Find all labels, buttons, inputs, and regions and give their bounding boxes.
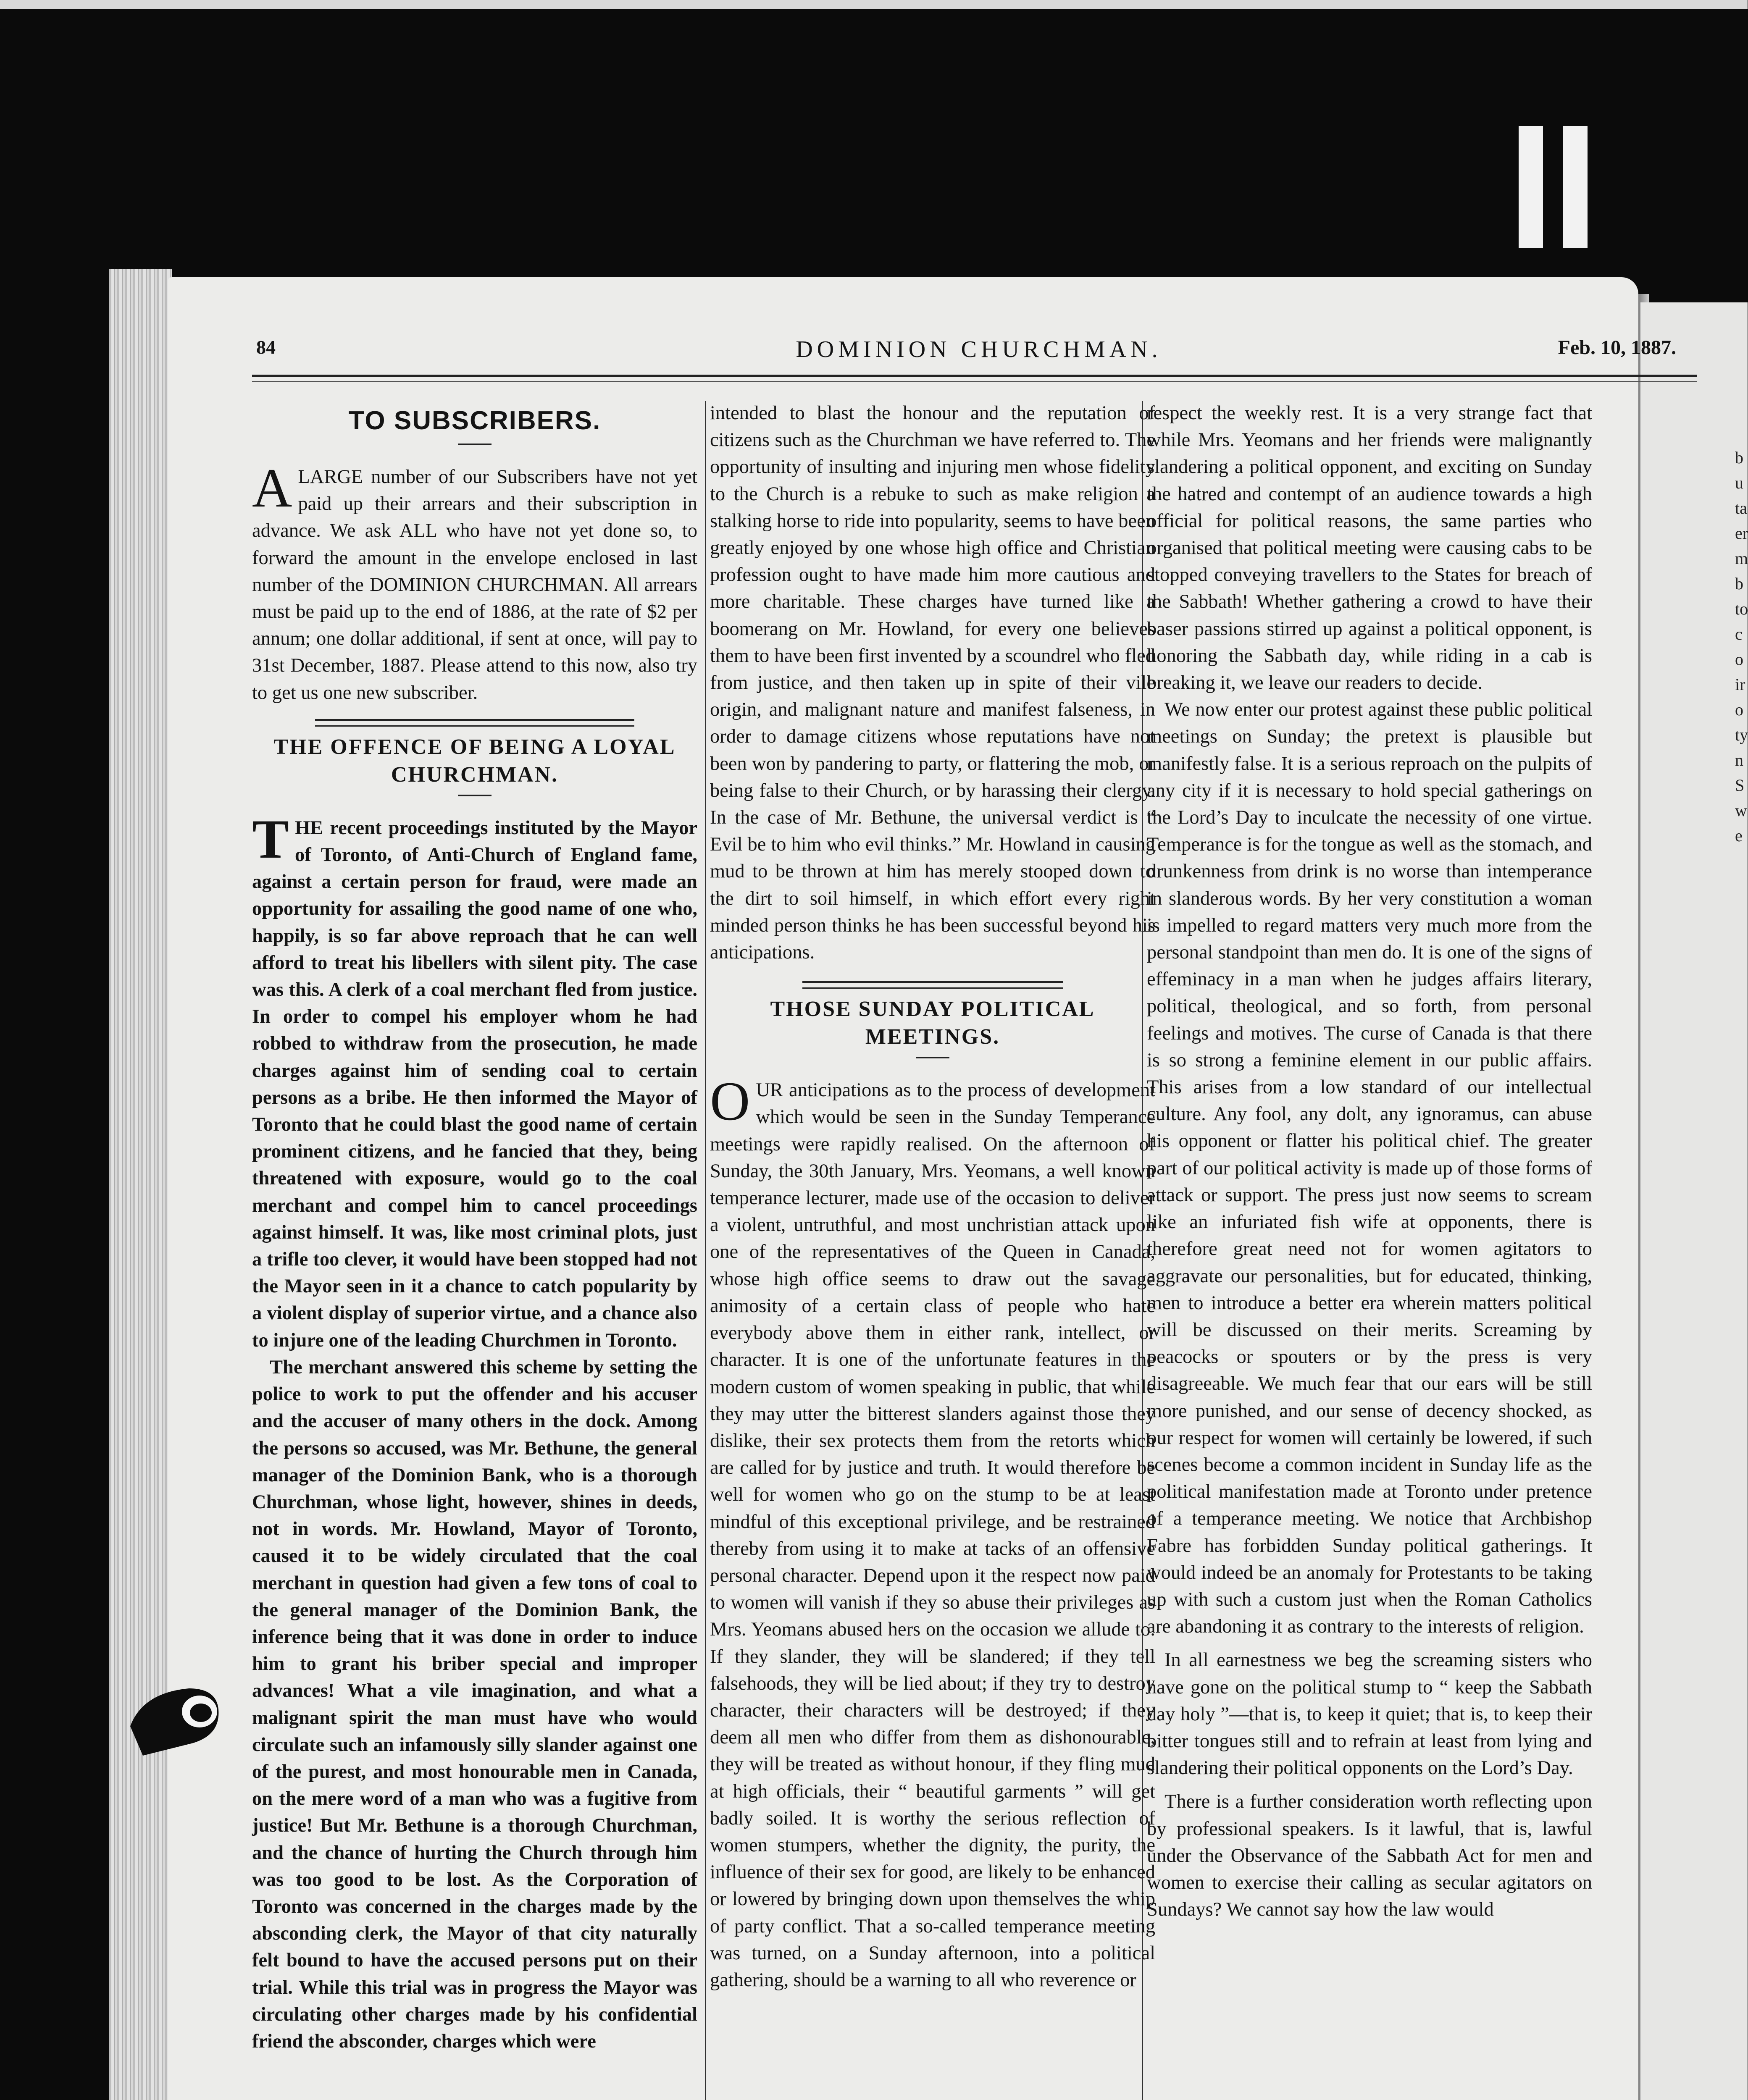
page-edges	[109, 269, 172, 2100]
scanner-clip-mark-top	[1519, 126, 1590, 248]
subscribers-body: LARGE number of our Subscribers have not yet paid up their arrears and their subscription in advance. We ask ALL who have not yet done so, to forward the amount in the envelope enclosed in last number of the DOMINION CHURCHMAN. All arrears must be paid up to the end of 1886, at the rate of $2 per annum; one dollar additional, if sent at once, will pay to 31st December, 1887. Please attend to this now, also try to get us one new subscriber.	[252, 466, 697, 704]
meetings-para-1: UR anticipations as to the process of development which would be seen in the Sunday Temperance meetings were rapidly realised. On the afternoon of Sunday, the 30th January, Mrs. Yeomans, a well known temperance lecturer, made use of the occasion to deliver a violent, untruthful, and most unchristian attack upon one of the representatives of the Queen in Canada, whose high office seems to draw out the savage animosity of a certain class of people who hate everybody above them in either rank, intellect, or character. It is one of the unfortunate features in the modern custom of women speaking in public, that while they may utter the bitterest slanders against those they dislike, their sex protects them from the retorts which are called for by justice and truth. It would therefore be well for women who go on the stump to be at least mindful of this exceptional privilege, and be restrained thereby from using it to make at tacks of an offensive personal character. Depend upon it the respect now paid to women will vanish if they so abuse their privileges as Mrs. Yeomans abused hers on the occasion we allude to. If they slander, they will be slandered; if they tell falsehoods, they will be lied about; if they try to destroy character, their characters will be destroyed; if they deem all men who differ from them as dishonourable, they will be treated as without honour, if they fling mud at high officials, their “ beautiful garments ” will get badly soiled. It is worthy the serious reflection of women stumpers, whether the dignity, the purity, the influence of their sex for good, are likely to be enhanced or lowered by bringing down upon themselves the whip of party conflict. That a so-called temperance meeting was turned, on a Sunday afternoon, into a political gathering, should be a warning to all who reverence or	[710, 1079, 1155, 1991]
meetings-para-4: There is a further consideration worth reflecting upon by professional speakers. Is it lawful, that is, lawful under the Observance of the Sabbath Act for men and women to exercise their calling as secular agitators on Sundays? We cannot say how the law would	[1147, 1791, 1592, 1921]
meetings-paragraph	[710, 1070, 1155, 1994]
section-divider	[315, 719, 634, 727]
meetings-para-3: In all earnestness we beg the screaming sisters who have gone on the political stump to “ keep the Sabbath day holy ”—that is, to keep it quiet; that is, to keep their bitter tongues still and to refrain at least from lying and slandering their political opponents on the Lord’s Day.	[1147, 1649, 1592, 1779]
offence-paragraph	[252, 808, 697, 1354]
column-3	[1147, 400, 1592, 2100]
offence-para-2: The merchant answered this scheme by setting the police to work to put the offender and his accuser and the accuser of many others in the dock. Among the persons so accused, was Mr. Bethune, the general manager of the Dominion Bank, who is a thorough Churchman, whose light, however, shines in deeds, not in words. Mr. Howland, Mayor of Toronto, caused it to be widely circulated that the coal merchant in question had given a few tons of coal to the general manager of the Dominion Bank, the inference being that it was done in order to induce him to grant his briber special and improper advances! What a vile imagination, and what a malignant spirit the man must have who would circulate such an infamously silly slander against one of the purest, and most honourable men in Canada, on the mere word of a man who was a fugitive from justice! But Mr. Bethune is a thorough Churchman, and the chance of hurting the Church through him was too good to be lost. As the Corporation of Toronto was concerned in the charges made by the absconding clerk, the Mayor of that city naturally felt bound to have the accused persons put on their trial. While this trial was in progress the Mayor was circulating other charges made by his confidential friend the absconder, charges which were	[252, 1356, 697, 2052]
section-divider	[802, 981, 1063, 989]
scanner-top-band	[0, 0, 1748, 9]
drop-cap: A	[252, 457, 292, 519]
heading-rule	[916, 1057, 949, 1058]
page-number: 84	[256, 336, 276, 358]
column-rule	[705, 401, 706, 2100]
binder-clip	[126, 1680, 227, 1764]
heading-rule	[458, 795, 492, 796]
drop-cap: T	[252, 808, 289, 870]
offence-para-1: HE recent proceedings instituted by the Mayor of Toronto, of Anti-Church of England fame, against a certain person for fraud, were made an opportunity for assailing the good name of one who, happily, is so far above reproach that he can well afford to treat his libellers with silent pity. The case was this. A clerk of a coal merchant fled from justice. In order to compel his employer whom he had robbed to withdraw from the prosecution, he made charges against him of sending coal to certain persons as a bribe. He then informed the Mayor of Toronto that he could blast the good name of certain prominent citizens, and he fancied that they, being threatened with exposure, would go to the coal merchant and compel him to cancel proceedings against himself. It was, like most criminal plots, just a trifle too clever, it would have been stopped had not the Mayor seen in it a chance to catch popularity by a violent display of superior virtue, and a chance also to injure one of the leading Churchmen in Toronto.	[252, 817, 697, 1351]
issue-date: Feb. 10, 1887.	[1558, 336, 1676, 359]
journal-title: DOMINION CHURCHMAN.	[796, 336, 1162, 362]
article-heading-subscribers: TO SUBSCRIBERS.	[348, 406, 601, 435]
offence-continuation: intended to blast the honour and the reputation of citizens such as the Churchman we have referred to. The opportunity of insulting and injuring men whose fidelity to the Church is a rebuke to such as make religion a stalking horse to ride into popularity, seems to have been greatly enjoyed by one whose high office and Christian profession ought to have made him more cautious and more charitable. These charges have turned like a boomerang on Mr. Howland, for every one believes them to have been first invented by a scoundrel who fled from justice, and then taken up in spite of their vile origin, and malignant nature and manifest falseness, in order to damage citizens whose reputations have not been won by pandering to party, or flattering the mob, or being false to their Church, or by harassing their clergy. In the case of Mr. Bethune, the universal verdict is “ Evil be to him who evil thinks.” Mr. Howland in causing mud to be thrown at him has merely stooped down to the dirt to soil himself, in which effort every right minded person thinks he has been successful beyond his anticipations.	[710, 402, 1155, 963]
running-head	[256, 336, 1701, 370]
newspaper-page	[168, 277, 1676, 2100]
meetings-para-2: We now enter our protest against these public political meetings on Sunday; the pretext is plausible but manifestly false. It is a serious reproach on the pulpits of any city if it is necessary to hold special gatherings on the Lord’s Day to inculcate the necessity of one virtue. Temperance is for the tongue as well as the stomach, and drunkenness from drink is no worse than intemperance in slanderous words. By her very constitution a woman is impelled to regard matters very much more from the personal standpoint than men do. It is one of the signs of effeminacy in a man when he judges affairs literary, political, theological, and so forth, from personal feelings and motives. The curse of Canada is that there is so strong a feminine element in our public affairs. This arises from a low standard of our intellectual culture. Any fool, any dolt, any ignoramus, can abuse his opponent or flatter his political chief. The greater part of our political activity is made up of those forms of attack or support. The press just now seems to scream like an infuriated fish wife at opponents, there is therefore great need not for women agitators to aggravate our personalities, but for educated, thinking, men to introduce a better era wherein matters political will be discussed on their merits. Screaming by peacocks or spouters or by the press is very disagreeable. We much fear that our ears will be still more punished, and our sense of decency shocked, as our respect for women will certainly be lowered, if such scenes become a common incident in Sunday life as the political manifestation made at Toronto under pretence of a temperance meeting. We notice that Archbishop Fabre has forbidden Sunday political gatherings. It would indeed be an anomaly for Protestants to be taking up with such a custom just when the Roman Catholics are abandoning it as contrary to the interests of religion.	[1147, 699, 1592, 1638]
subscribers-notice	[252, 457, 697, 706]
column-2	[710, 400, 1155, 2100]
article-heading-meetings: THOSE SUNDAY POLITICAL MEETINGS.	[770, 997, 1095, 1049]
drop-cap: O	[710, 1070, 750, 1132]
meetings-continuation: respect the weekly rest. It is a very strange fact that while Mrs. Yeomans and her friends were malignantly slandering a political opponent, and exciting on Sunday the hatred and contempt of an audience towards a high official for political reasons, the same parties who organised that political meeting were causing cabs to be stopped conveying travellers to the States for breach of the Sabbath! Whether gathering a crowd to have their baser passions stirred up against a political opponent, is honoring the Sabbath day, while riding in a cab is breaking it, we leave our readers to decide.	[1147, 402, 1592, 694]
header-rule	[252, 375, 1697, 382]
facing-page-text: b u ta er m b to c o ir o ty n S w e	[1735, 448, 1748, 845]
column-1	[252, 400, 697, 2100]
article-heading-offence: THE OFFENCE OF BEING A LOYAL CHURCHMAN.	[273, 735, 676, 787]
facing-page	[1640, 302, 1748, 2100]
heading-rule	[458, 444, 492, 445]
